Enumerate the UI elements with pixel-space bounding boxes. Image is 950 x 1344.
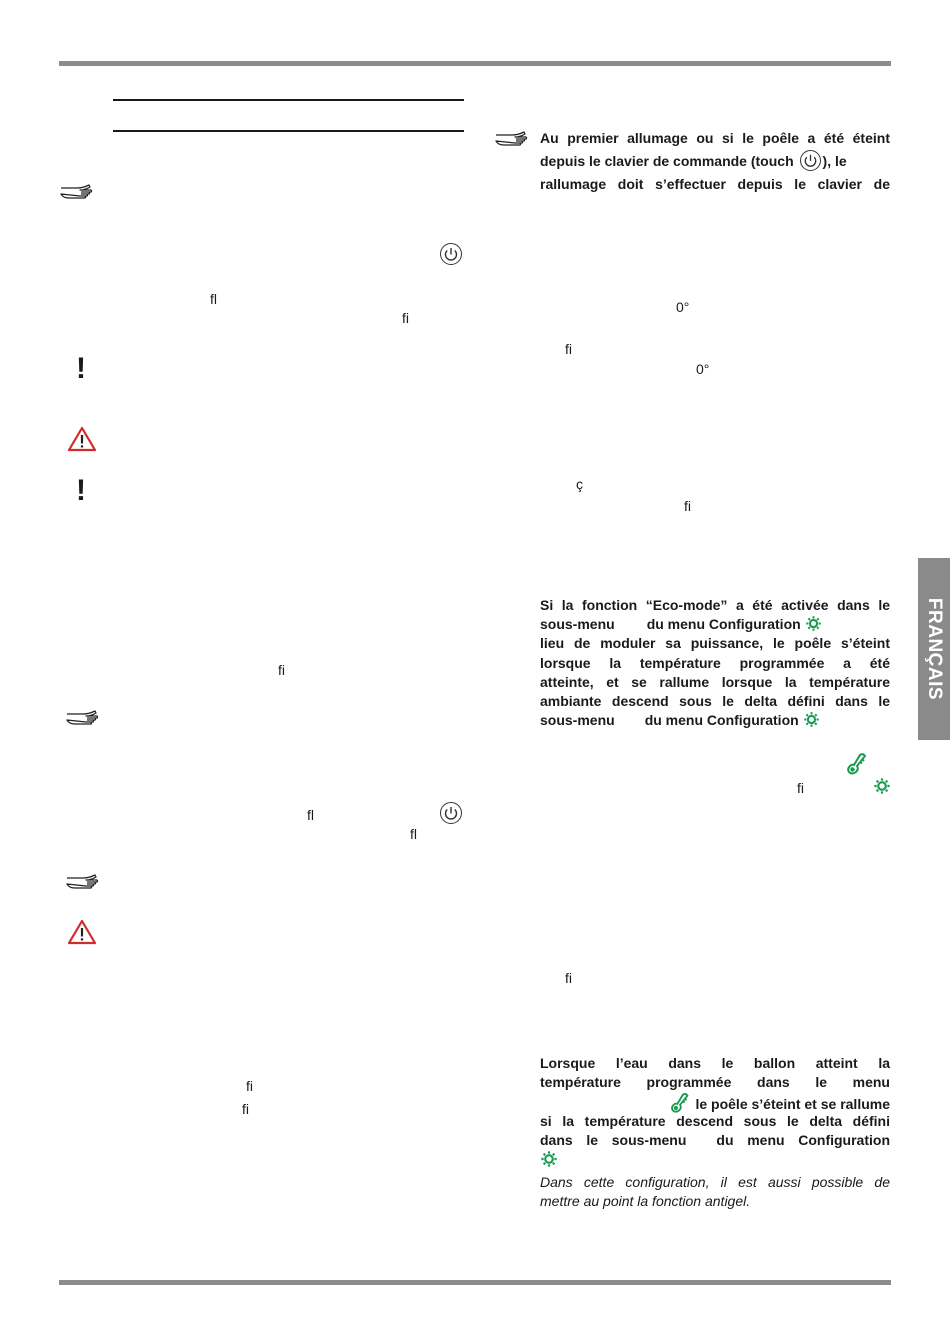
ligature-fragment: ﬂ — [307, 807, 314, 823]
text-line — [540, 1150, 890, 1169]
text-line: atteinte, et se rallume lorsque la température — [540, 673, 890, 690]
top-rule — [59, 61, 891, 66]
gear-icon — [803, 711, 820, 728]
text-line: dans le sous-menu du menu Configuration — [540, 1131, 891, 1148]
antifreeze-note — [540, 1173, 890, 1211]
text-line: sous-menu du menu Configuration — [540, 615, 890, 634]
gear-icon — [805, 615, 822, 632]
ligature-fragment: ﬁ — [565, 341, 572, 357]
power-button-icon — [440, 802, 462, 824]
exclamation-icon: ! — [76, 352, 86, 385]
degree-fragment: 0° — [696, 361, 710, 377]
pointing-hand-icon — [494, 127, 528, 147]
pointing-hand-icon — [65, 706, 99, 726]
language-tab — [918, 558, 950, 740]
eco-mode-paragraph — [540, 596, 890, 730]
thermometer-icon — [846, 752, 870, 776]
boiler-paragraph — [540, 1054, 890, 1169]
ligature-fragment: ﬁ — [246, 1078, 253, 1094]
text-line: Lorsque l’eau dans le ballon atteint la — [540, 1055, 890, 1071]
text-line: depuis le clavier de commande (touch ), le — [540, 148, 890, 175]
text-line: Au premier allumage ou si le poêle a été éteint — [540, 130, 890, 146]
ligature-fragment: ﬁ — [402, 310, 409, 326]
warning-triangle-icon — [67, 919, 97, 945]
pointing-hand-icon — [59, 180, 93, 200]
ligature-fragment: ﬂ — [410, 826, 417, 842]
cedilla-fragment: ç — [576, 476, 583, 492]
ligature-fragment: ﬁ — [278, 662, 285, 678]
text-line: le poêle s’éteint et se rallume — [540, 1092, 890, 1111]
text-line: lorsque la température programmée a été — [540, 654, 890, 671]
text-line: rallumage doit s’effectuer depuis le clavier de — [540, 176, 890, 193]
degree-fragment: 0° — [676, 299, 690, 315]
text-line: ambiante descend sous le delta défini dans le — [540, 692, 890, 709]
text-line: si la température descend sous le delta défini — [540, 1112, 890, 1129]
first-ignition-note — [540, 129, 890, 194]
left-header-rule-1 — [113, 99, 464, 101]
exclamation-icon: ! — [76, 474, 86, 507]
power-button-icon — [440, 243, 462, 265]
gear-icon — [540, 1150, 558, 1168]
gear-icon — [873, 777, 891, 795]
left-header-rule-2 — [113, 130, 464, 132]
ligature-fragment: ﬁ — [242, 1101, 249, 1117]
text-line: sous-menu du menu Configuration — [540, 711, 890, 730]
text-line: température programmée dans le menu — [540, 1074, 890, 1091]
warning-triangle-icon — [67, 426, 97, 452]
ligature-fragment: ﬂ — [210, 291, 217, 307]
power-button-icon — [800, 150, 821, 171]
ligature-fragment: ﬁ — [565, 970, 572, 986]
text-line: mettre au point la fonction antigel. — [540, 1193, 751, 1210]
bottom-rule — [59, 1280, 891, 1285]
ligature-fragment: ﬁ — [684, 498, 691, 514]
text-line: lieu de moduler sa puissance, le poêle s’éteint — [540, 635, 890, 652]
text-line: Si la fonction “Eco-mode” a été activée dans le — [540, 597, 890, 613]
language-tab-label: FRANÇAIS — [924, 597, 946, 701]
text-line: Dans cette configuration, il est aussi possible de — [540, 1174, 890, 1190]
pointing-hand-icon — [65, 870, 99, 890]
ligature-fragment: ﬁ — [797, 780, 804, 796]
